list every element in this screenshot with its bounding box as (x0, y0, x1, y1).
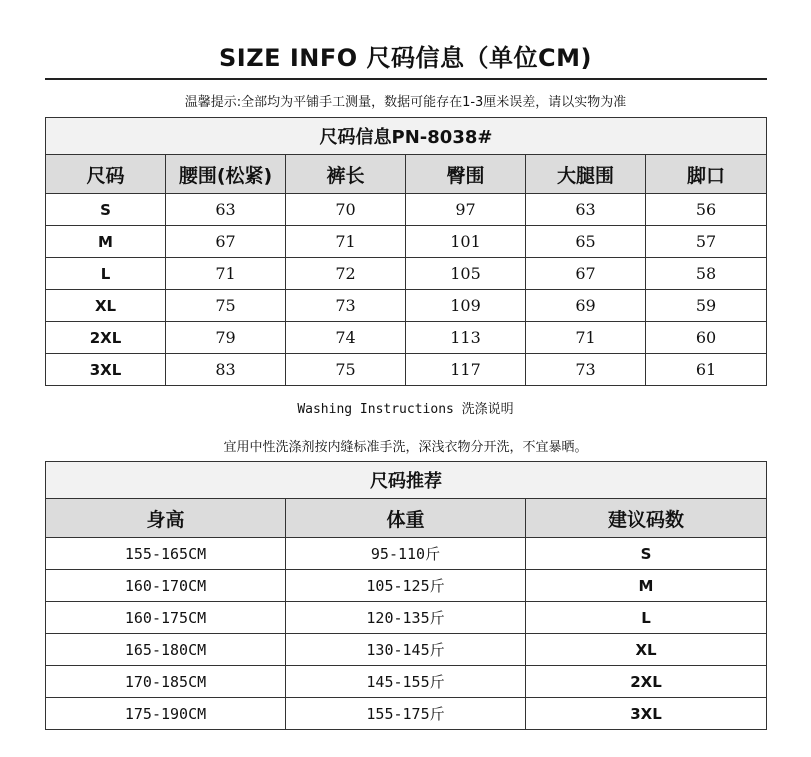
washing-text: 宜用中性洗涤剂按内缝标准手洗，深浅衣物分开洗，不宜暴晒。 (223, 440, 588, 455)
table-row (46, 226, 767, 258)
table-row (46, 290, 767, 322)
table-cell: 130-145斤 (286, 634, 526, 666)
table-row (46, 666, 767, 698)
recommend-table-caption-row (46, 462, 767, 499)
size-header-waist: 腰围(松紧) (166, 155, 286, 194)
table-cell: 145-155斤 (286, 666, 526, 698)
table-cell: 155-165CM (46, 538, 286, 570)
table-cell: 56 (646, 194, 767, 226)
size-table-caption-row (46, 118, 767, 155)
size-header-thigh: 大腿围 (526, 155, 646, 194)
table-cell: 160-175CM (46, 602, 286, 634)
table-cell: 63 (166, 194, 286, 226)
table-cell: 170-185CM (46, 666, 286, 698)
table-cell: 2XL (46, 322, 166, 354)
table-cell: 3XL (526, 698, 767, 730)
table-cell: 59 (646, 290, 767, 322)
size-header-hip: 臀围 (406, 155, 526, 194)
size-info-table (45, 117, 767, 386)
table-cell: 117 (406, 354, 526, 386)
table-cell: 79 (166, 322, 286, 354)
table-cell: 113 (406, 322, 526, 354)
table-cell: 165-180CM (46, 634, 286, 666)
table-row (46, 322, 767, 354)
table-cell: XL (526, 634, 767, 666)
table-cell: M (526, 570, 767, 602)
table-cell: L (46, 258, 166, 290)
table-cell: 69 (526, 290, 646, 322)
table-row (46, 258, 767, 290)
table-cell: L (526, 602, 767, 634)
table-cell: 105-125斤 (286, 570, 526, 602)
table-cell: 155-175斤 (286, 698, 526, 730)
page-title: SIZE INFO 尺码信息（单位CM) (219, 44, 592, 72)
table-row (46, 354, 767, 386)
table-cell: 101 (406, 226, 526, 258)
size-table-header-row (46, 155, 767, 194)
table-row (46, 602, 767, 634)
table-cell: 57 (646, 226, 767, 258)
table-cell: 3XL (46, 354, 166, 386)
table-row (46, 570, 767, 602)
table-cell: 58 (646, 258, 767, 290)
table-cell: M (46, 226, 166, 258)
table-cell: 63 (526, 194, 646, 226)
measurement-tip: 温馨提示:全部均为平铺手工测量，数据可能存在1-3厘米误差，请以实物为准 (184, 95, 627, 110)
table-cell: 95-110斤 (286, 538, 526, 570)
table-cell: 70 (286, 194, 406, 226)
table-cell: 2XL (526, 666, 767, 698)
table-cell: 67 (166, 226, 286, 258)
table-cell: 61 (646, 354, 767, 386)
table-row (46, 538, 767, 570)
table-cell: S (526, 538, 767, 570)
table-cell: 73 (526, 354, 646, 386)
table-cell: 67 (526, 258, 646, 290)
table-cell: 74 (286, 322, 406, 354)
size-header-hem: 脚口 (646, 155, 767, 194)
table-cell: 71 (286, 226, 406, 258)
table-cell: 73 (286, 290, 406, 322)
table-cell: 72 (286, 258, 406, 290)
recommend-table-header-row (46, 499, 767, 538)
table-row (46, 634, 767, 666)
table-cell: XL (46, 290, 166, 322)
table-cell: 65 (526, 226, 646, 258)
table-cell: 160-170CM (46, 570, 286, 602)
recommend-header-size: 建议码数 (526, 499, 767, 538)
table-cell: 75 (286, 354, 406, 386)
washing-title: Washing Instructions 洗涤说明 (297, 402, 514, 417)
table-cell: 71 (166, 258, 286, 290)
table-cell: 97 (406, 194, 526, 226)
table-cell: S (46, 194, 166, 226)
recommend-table-caption: 尺码推荐 (46, 462, 767, 499)
table-cell: 120-135斤 (286, 602, 526, 634)
table-cell: 105 (406, 258, 526, 290)
table-row (46, 698, 767, 730)
size-header-size: 尺码 (46, 155, 166, 194)
title-divider (45, 78, 767, 80)
table-cell: 71 (526, 322, 646, 354)
table-cell: 175-190CM (46, 698, 286, 730)
table-cell: 75 (166, 290, 286, 322)
table-row (46, 194, 767, 226)
recommend-header-height: 身高 (46, 499, 286, 538)
table-cell: 109 (406, 290, 526, 322)
size-recommend-table (45, 461, 767, 730)
size-table-caption: 尺码信息PN-8038# (46, 118, 767, 155)
table-cell: 60 (646, 322, 767, 354)
table-cell: 83 (166, 354, 286, 386)
size-header-length: 裤长 (286, 155, 406, 194)
recommend-header-weight: 体重 (286, 499, 526, 538)
